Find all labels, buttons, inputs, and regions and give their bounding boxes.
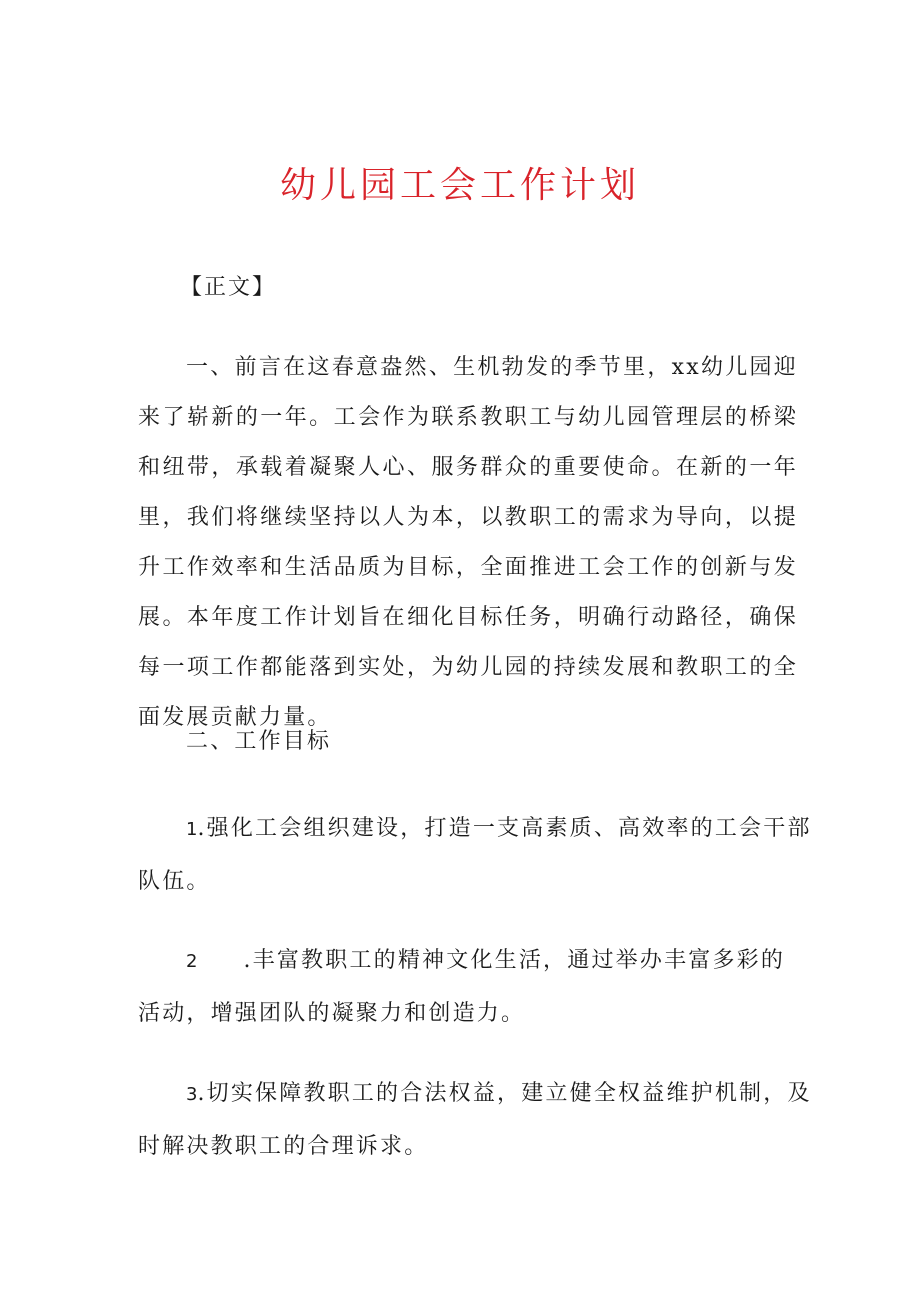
goal-text: .丰富教职工的精神文化生活，通过举办丰富多彩的 xyxy=(243,948,786,973)
goal-number: 1 xyxy=(186,819,198,840)
goal-continuation: 活动，增强团队的凝聚力和创造力。 xyxy=(138,1001,526,1026)
goal-continuation: 时解决教职工的合理诉求。 xyxy=(138,1134,429,1159)
intro-paragraph: 一、前言在这春意盎然、生机勃发的季节里，xx幼儿园迎来了崭新的一年。工会作为联系教职工与幼儿园管理层的桥梁和纽带，承载着凝聚人心、服务群众的重要使命。在新的一年里，我们将继续坚持以人为本，以教职工的需求为导向，以提升工作效率和生活品质为目标，全面推进工会工作的创新与发展。本年度工作计划旨在细化目标任务，明确行动路径，确保每一项工作都能落到实处，为幼儿园的持续发展和教职工的全面发展贡献力量。 xyxy=(138,355,798,730)
goal-first-line xyxy=(138,803,812,856)
goal-item xyxy=(138,803,812,908)
goal-number: 2 xyxy=(186,951,198,972)
goal-number: 3 xyxy=(186,1084,198,1105)
goal-item xyxy=(138,935,798,1040)
document-title: 幼儿园工会工作计划 xyxy=(279,165,640,206)
goal-first-line xyxy=(138,1068,812,1121)
goal-text: .强化工会组织建设，打造一支高素质、高效率的工会干部 xyxy=(197,816,812,841)
goal-text: .切实保障教职工的合法权益，建立健全权益维护机制，及 xyxy=(197,1081,812,1106)
goal-continuation: 队伍。 xyxy=(138,869,211,894)
goal-item xyxy=(138,1068,812,1173)
goals-heading: 二、工作目标 xyxy=(186,729,332,754)
goal-first-line xyxy=(138,935,798,988)
section-tag: 【正文】 xyxy=(180,275,277,300)
